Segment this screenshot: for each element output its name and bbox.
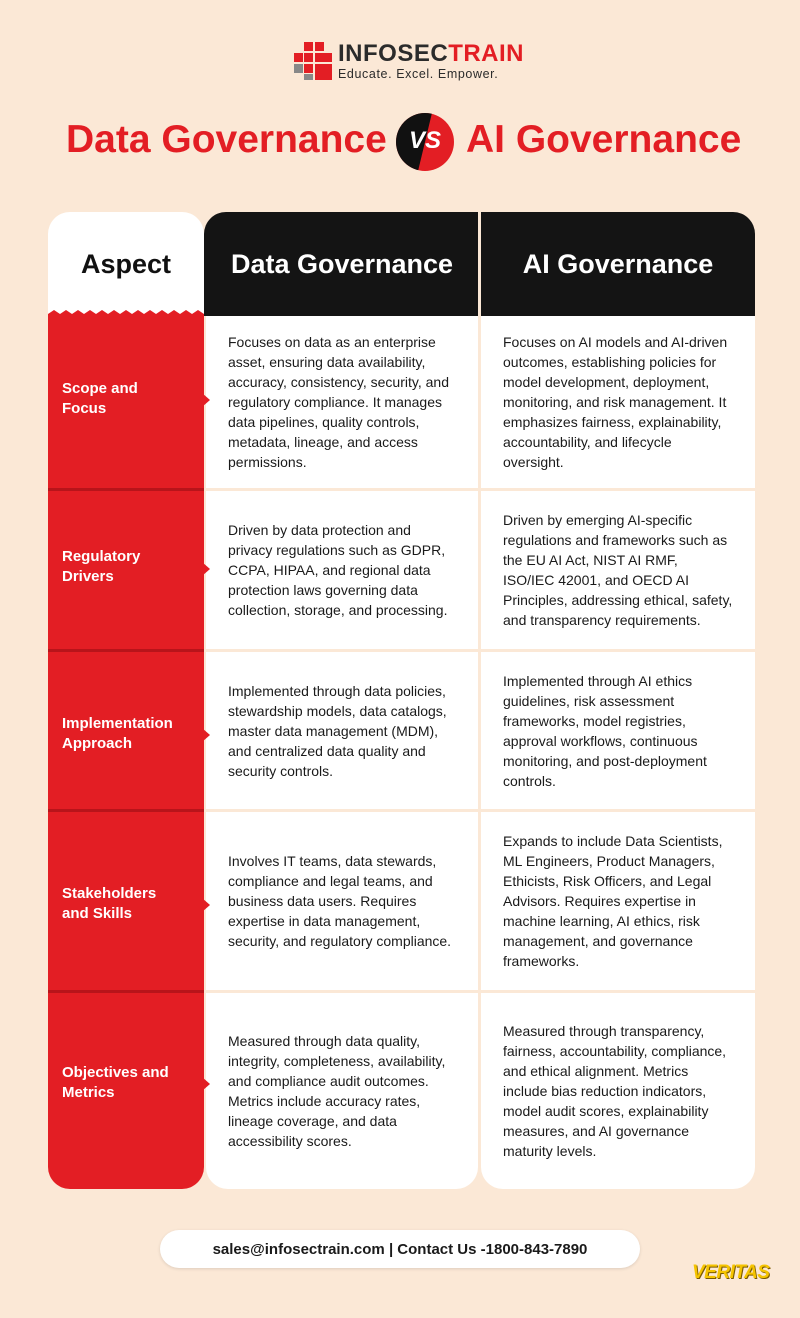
row-divider-aspect (48, 809, 204, 812)
brand-name: INFOSECTRAIN (338, 40, 525, 67)
row-pointer-icon (202, 898, 210, 912)
row-pointer-icon (202, 1077, 210, 1091)
title-data-governance: Data Governance (66, 118, 387, 161)
aspect-implementation-approach: Implementation Approach (62, 715, 173, 752)
aspect-objectives-and-metrics: Objectives and Metrics (62, 1064, 169, 1101)
aspect-scope-and-focus: Scope and Focus (62, 380, 138, 417)
cell-objectives-ai: Measured through transparency, fairness, accountability, compliance, and ethical alignment. Metrics include bias reduction indicators, model audit scores, explainability measures, and AI governance maturity levels. (481, 993, 755, 1189)
header-ai-governance: AI Governance (522, 248, 714, 279)
cell-scope-data: Focuses on data as an enterprise asset, ensuring data availability, accuracy, consistency, security, and regulatory compliance. It manages data pipelines, quality controls, metadata, lineage, and access permissions. (206, 316, 478, 488)
contact-bar: sales@infosectrain.com | Contact Us -1800-843-7890 (160, 1230, 640, 1268)
aspect-regulatory-drivers: Regulatory Drivers (62, 548, 141, 585)
cell-scope-ai: Focuses on AI models and AI-driven outcomes, establishing policies for model development, deployment, monitoring, and risk management. It emphasizes fairness, explainability, accountability, and lifecycle oversight. (481, 316, 755, 488)
cell-implementation-ai: Implemented through AI ethics guidelines, risk assessment frameworks, model registries, approval workflows, continuous monitoring, and post-deployment controls. (481, 652, 755, 809)
cell-stakeholders-ai: Expands to include Data Scientists, ML Engineers, Product Managers, Ethicists, Risk Officers, and Legal Advisors. Requires expertise in machine learning, AI ethics, risk management, and governance frameworks. (481, 812, 755, 990)
row-pointer-icon (202, 728, 210, 742)
title-ai-governance: AI Governance (466, 118, 742, 161)
header-data-governance: Data Governance (230, 248, 454, 279)
aspect-stakeholders-and-skills: Stakeholders and Skills (62, 885, 157, 922)
cell-regulatory-data: Driven by data protection and privacy regulations such as GDPR, CCPA, HIPAA, and regional data protection laws governing data collection, storage, and processing. (206, 491, 478, 649)
row-divider-aspect (48, 488, 204, 491)
row-pointer-icon (202, 562, 210, 576)
row-pointer-icon (202, 393, 210, 407)
row-divider-aspect (48, 649, 204, 652)
logo-grid-icon (294, 42, 332, 80)
header-aspect: Aspect (48, 212, 204, 316)
brand-tagline: Educate. Excel. Empower. (338, 67, 499, 81)
veritas-logo: VERITAS (692, 1262, 770, 1283)
cell-stakeholders-data: Involves IT teams, data stewards, compliance and legal teams, and business data users. Requires expertise in data management, security, and regulatory compliance. (206, 812, 478, 990)
cell-regulatory-ai: Driven by emerging AI-specific regulations and frameworks such as the EU AI Act, NIST AI RMF, ISO/IEC 42001, and OECD AI Principles, addressing ethical, safety, and transparency requirements. (481, 491, 755, 649)
cell-objectives-data: Measured through data quality, integrity, completeness, availability, and compliance audit outcomes. Metrics include accuracy rates, lineage coverage, and data accessibility scores. (206, 993, 478, 1189)
cell-implementation-data: Implemented through data policies, stewardship models, data catalogs, master data management (MDM), and centralized data quality and security controls. (206, 652, 478, 809)
row-divider-aspect (48, 990, 204, 993)
vs-badge: VS (396, 113, 454, 171)
zigzag-edge (48, 306, 204, 320)
brand-logo (294, 40, 525, 84)
